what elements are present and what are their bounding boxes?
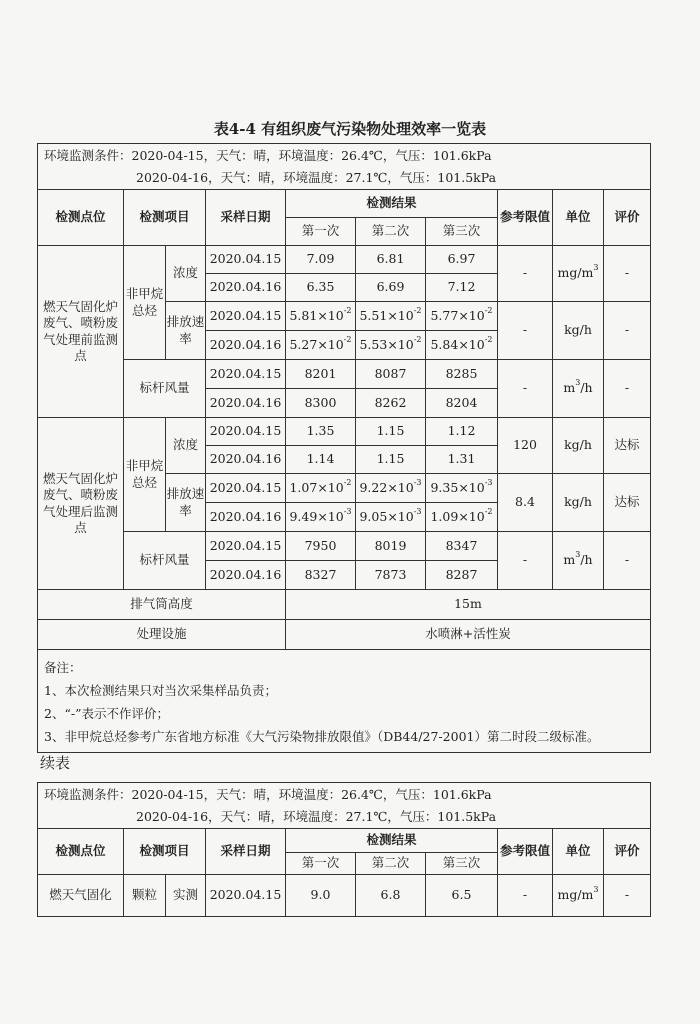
- result-value: $5.27\times 10^{-2}$: [286, 331, 356, 360]
- header-item: 检测项目: [124, 829, 206, 875]
- unit: kg/h: [553, 474, 604, 532]
- header-point: 检测点位: [38, 190, 124, 246]
- facility-label: 处理设施: [38, 620, 286, 650]
- table-row: [38, 620, 651, 650]
- result-value: 8300: [286, 389, 356, 418]
- sub-item: 实测: [166, 875, 206, 917]
- header-first: 第一次: [286, 218, 356, 246]
- unit: kg/h: [553, 418, 604, 474]
- pollutant-name: 非甲烷总烃: [124, 246, 166, 360]
- sample-date: 2020.04.16: [206, 389, 286, 418]
- result-value: $5.77\times 10^{-2}$: [426, 302, 498, 331]
- result-value: 8201: [286, 360, 356, 389]
- table-row: [38, 532, 651, 561]
- header-eval: 评价: [604, 190, 651, 246]
- table-row: [38, 418, 651, 446]
- monitoring-point: 燃天气固化炉废气、喷粉废气处理后监测点: [38, 418, 124, 590]
- result-value: 6.5: [426, 875, 498, 917]
- sample-date: 2020.04.15: [206, 302, 286, 331]
- ref-limit: -: [498, 246, 553, 302]
- table-row: [38, 590, 651, 620]
- sub-item-rate: 排放速率: [166, 302, 206, 360]
- remark-line: 1、本次检测结果只对当次采集样品负责；: [44, 683, 277, 698]
- ref-limit: -: [498, 360, 553, 418]
- result-value: 1.31: [426, 446, 498, 474]
- result-value: $9.35\times 10^{-3}$: [426, 474, 498, 503]
- result-value: $1.09\times 10^{-2}$: [426, 503, 498, 532]
- table-title: 表4-4 有组织废气污染物处理效率一览表: [213, 120, 487, 138]
- stack-height-value: 15m: [286, 590, 651, 620]
- sample-date: 2020.04.15: [206, 474, 286, 503]
- continued-table-title: 续表: [40, 754, 71, 772]
- result-value: $5.51\times 10^{-2}$: [356, 302, 426, 331]
- sample-date: 2020.04.16: [206, 561, 286, 590]
- header-second: 第二次: [356, 218, 426, 246]
- result-value: 7873: [356, 561, 426, 590]
- result-value: 6.8: [356, 875, 426, 917]
- condition-line: 2020-04-16，天气：晴，环境温度：27.1℃，气压：101.5kPa: [136, 169, 497, 185]
- result-value: $1.07\times 10^{-2}$: [286, 474, 356, 503]
- monitoring-conditions: [38, 783, 651, 829]
- monitoring-point: 燃天气固化炉废气、喷粉废气处理前监测点: [38, 246, 124, 418]
- sub-item-flow: 标杆风量: [124, 360, 206, 418]
- result-value: 6.35: [286, 274, 356, 302]
- result-value: $9.22\times 10^{-3}$: [356, 474, 426, 503]
- result-value: 8204: [426, 389, 498, 418]
- remark-line: 3、非甲烷总烃参考广东省地方标准《大气污染物排放限值》（DB44/27-2001）第二时段二级标准。: [44, 729, 600, 744]
- sample-date: 2020.04.15: [206, 418, 286, 446]
- result-value: 7950: [286, 532, 356, 561]
- sample-date: 2020.04.16: [206, 446, 286, 474]
- remarks: [38, 650, 651, 753]
- result-value: 1.15: [356, 418, 426, 446]
- header-date: 采样日期: [206, 829, 286, 875]
- unit: $mg/m^3$: [553, 875, 604, 917]
- monitoring-conditions: [38, 144, 651, 190]
- stack-height-label: 排气筒高度: [38, 590, 286, 620]
- sample-date: 2020.04.16: [206, 503, 286, 532]
- ref-limit: -: [498, 875, 553, 917]
- header-item: 检测项目: [124, 190, 206, 246]
- sub-item-concentration: 浓度: [166, 246, 206, 302]
- header-third: 第三次: [426, 218, 498, 246]
- sample-date: 2020.04.15: [206, 532, 286, 561]
- result-value: $5.84\times 10^{-2}$: [426, 331, 498, 360]
- result-value: 6.69: [356, 274, 426, 302]
- result-value: 8019: [356, 532, 426, 561]
- result-value: 8327: [286, 561, 356, 590]
- header-date: 采样日期: [206, 190, 286, 246]
- ref-limit: 120: [498, 418, 553, 474]
- result-value: $5.53\times 10^{-2}$: [356, 331, 426, 360]
- sub-item-rate: 排放速率: [166, 474, 206, 532]
- monitoring-point: 燃天气固化: [38, 875, 124, 917]
- evaluation: -: [604, 532, 651, 590]
- result-value: 8287: [426, 561, 498, 590]
- sub-item-concentration: 浓度: [166, 418, 206, 474]
- result-value: 7.09: [286, 246, 356, 274]
- table-row: [38, 246, 651, 274]
- header-second: 第二次: [356, 853, 426, 875]
- result-value: $9.49\times 10^{-3}$: [286, 503, 356, 532]
- result-value: 8262: [356, 389, 426, 418]
- result-value: $9.05\times 10^{-3}$: [356, 503, 426, 532]
- header-unit: 单位: [553, 190, 604, 246]
- unit: kg/h: [553, 302, 604, 360]
- pollutant-name: 非甲烷总烃: [124, 418, 166, 532]
- result-value: 1.15: [356, 446, 426, 474]
- remark-line: 2、“-”表示不作评价；: [44, 706, 169, 721]
- header-ref-limit: 参考限值: [498, 829, 553, 875]
- evaluation: -: [604, 875, 651, 917]
- evaluation: -: [604, 302, 651, 360]
- table-row: [38, 360, 651, 389]
- result-value: 1.14: [286, 446, 356, 474]
- evaluation: -: [604, 246, 651, 302]
- sample-date: 2020.04.16: [206, 331, 286, 360]
- pollutant-name: 颗粒: [124, 875, 166, 917]
- unit: $mg/m^3$: [553, 246, 604, 302]
- facility-value: 水喷淋+活性炭: [286, 620, 651, 650]
- ref-limit: -: [498, 532, 553, 590]
- header-point: 检测点位: [38, 829, 124, 875]
- result-value: 6.97: [426, 246, 498, 274]
- condition-line: 环境监测条件：2020-04-15，天气：晴，环境温度：26.4℃，气压：101.6kPa: [44, 147, 492, 163]
- continued-table: [37, 782, 651, 917]
- sample-date: 2020.04.15: [206, 246, 286, 274]
- result-value: $5.81\times 10^{-2}$: [286, 302, 356, 331]
- condition-line: 2020-04-16，天气：晴，环境温度：27.1℃，气压：101.5kPa: [136, 808, 497, 824]
- table-row: [38, 875, 651, 917]
- remark-line: 备注：: [44, 660, 82, 675]
- result-value: 6.81: [356, 246, 426, 274]
- result-value: 1.35: [286, 418, 356, 446]
- sample-date: 2020.04.15: [206, 360, 286, 389]
- result-value: 1.12: [426, 418, 498, 446]
- result-value: 8285: [426, 360, 498, 389]
- evaluation: 达标: [604, 418, 651, 474]
- header-unit: 单位: [553, 829, 604, 875]
- header-ref-limit: 参考限值: [498, 190, 553, 246]
- unit: $m^3/h$: [553, 532, 604, 590]
- evaluation: -: [604, 360, 651, 418]
- header-results: 检测结果: [286, 190, 498, 218]
- ref-limit: 8.4: [498, 474, 553, 532]
- header-results: 检测结果: [286, 829, 498, 853]
- sample-date: 2020.04.16: [206, 274, 286, 302]
- sample-date: 2020.04.15: [206, 875, 286, 917]
- header-first: 第一次: [286, 853, 356, 875]
- ref-limit: -: [498, 302, 553, 360]
- result-value: 8087: [356, 360, 426, 389]
- result-value: 7.12: [426, 274, 498, 302]
- header-eval: 评价: [604, 829, 651, 875]
- header-third: 第三次: [426, 853, 498, 875]
- result-value: 8347: [426, 532, 498, 561]
- condition-line: 环境监测条件：2020-04-15，天气：晴，环境温度：26.4℃，气压：101.6kPa: [44, 786, 492, 802]
- evaluation: 达标: [604, 474, 651, 532]
- emission-table: [37, 143, 651, 753]
- unit: $m^3/h$: [553, 360, 604, 418]
- sub-item-flow: 标杆风量: [124, 532, 206, 590]
- result-value: 9.0: [286, 875, 356, 917]
